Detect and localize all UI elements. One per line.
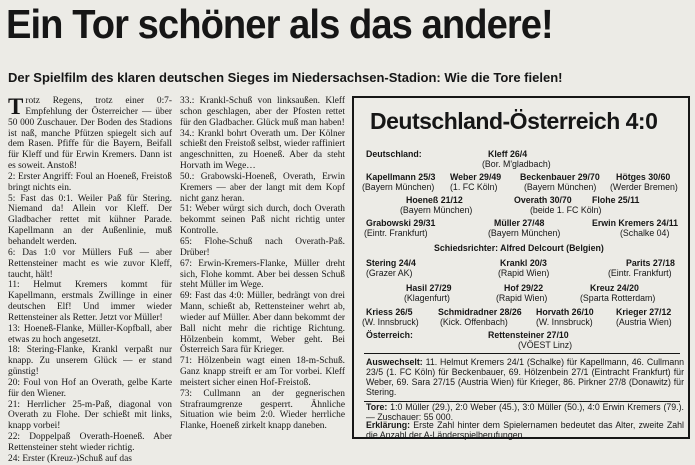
player-club: (Rapid Wien) [498,268,550,278]
player: Krankl 20/3 [500,258,547,268]
article-column-2 [180,96,345,432]
explanation-text: Erste Zahl hinter dem Spielernamen bedeutet das Alter, zweite Zahl die Anzahl der A-Länderspielberufungen. [366,420,684,440]
player: Erwin Kremers 24/11 [592,218,679,228]
substitutions [366,357,684,397]
substitutions-label: Auswechselt: [366,357,423,367]
player: Grabowski 29/31 [366,218,436,228]
player-club: (Bayern München) [524,182,597,192]
player-club: (Schalke 04) [620,228,670,238]
player: Weber 29/49 [450,172,502,182]
player: Horvath 26/10 [536,307,594,317]
match-event: 24: Erster (Kreuz-)Schuß auf das [8,453,132,464]
subheadline: Der Spielfilm des klaren deutschen Sieges im Niedersachsen-Stadion: Wie die Tore fielen! [8,70,563,85]
match-event: 20: Foul von Hof an Overath, gelbe Karte für den Wiener. [8,377,172,399]
substitutions-text: 11. Helmut Kremers 24/1 (Schalke) für Kapellmann, 46. Cullmann 23/5 (1. FC Köln) für Beckenbauer, 69. Hölzenbein 27/1 (Eintracht Frankfurt) für Weber, 69. Sara 27/15 (Austria Wien) für Krieger, 86. Pirkner 27/8 (Donawitz) für Stering. [366,357,685,397]
germany-label: Deutschland: [366,149,422,159]
lineup-box [352,96,690,439]
match-event: 11: Helmut Kremers kommt für Kapellmann, erstmals Zwillinge in einer deutschen Elf! Und immer wieder Rettensteiner als Retter. Jetzt vor Müller! [8,280,172,323]
explanation-label: Erklärung: [366,420,410,430]
match-event: 13: Hoeneß-Flanke, Müller-Kopfball, aber etwas zu hoch angesetzt. [8,323,172,345]
player-club: (Bayern München) [362,182,435,192]
match-event: 21: Herrlicher 25-m-Paß, diagonal von Overath zu Flohe. Der schießt mit links, knapp vorbei! [8,399,172,432]
intro-paragraph [8,96,172,172]
player-club: (Kick. Offenbach) [440,317,508,327]
match-event: 69: Fast das 4:0: Müller, bedrängt von drei Mann, schießt ab, Rettensteiner wehrt ab, wieder auf Müller. Aber dann bekommt der Ball nicht mehr die richtige Richtung. Hölzenbein kommt, Weber geht. Bei Österreich Sara für Krieger. [180,291,345,356]
player: Hof 29/22 [504,283,544,293]
lineup-title: Deutschland-Österreich 4:0 [370,108,658,134]
player-goalkeeper: Kleff 26/4 [488,149,528,159]
player: Stering 24/4 [366,258,416,268]
player-club: (Grazer AK) [366,268,413,278]
match-event: 34.: Krankl bohrt Overath um. Der Kölner schießt den Freistoß selbst, wieder raffiniert angeschnitten, zu Hoeneß. Aber da steht Horvath im Wege… [180,128,345,172]
player: Hasil 27/29 [406,283,452,293]
player-club: (W. Innsbruck) [362,317,419,327]
divider [364,353,680,354]
player-club: (W. Innsbruck) [536,317,593,327]
referee: Schiedsrichter: Alfred Delcourt (Belgien) [434,243,604,253]
player: Hoeneß 21/12 [406,195,463,205]
headline: Ein Tor schöner als das andere! [6,1,553,47]
player: Overath 30/70 [514,195,572,205]
match-event: 5: Fast das 0:1. Weiler Paß für Stering. Niemand da! Allein vor Kleff. Der Gladbacher rettet mit kühner Parade. Kapellmann an der Außenlinie, muß behandelt werden. [8,193,172,247]
player-club: (beide 1. FC Köln) [530,205,602,215]
goals-label: Tore: [366,402,388,412]
drop-cap: T [8,94,24,119]
match-event: 73: Cullmann an der gegnerischen Strafraumgrenze gesperrt. Ähnliche Situation wie beim 2:0. Wieder herrliche Flanke, Hoeneß zirkelt knapp daneben. [180,388,345,432]
match-event: 18: Stering-Flanke, Krankl verpaßt nur knapp. Zu unserem Glück — er stand günstig! [8,345,172,378]
match-event: 33.: Krankl-Schuß von linksaußen. Kleff schon geschlagen, aber der Pfosten rettet für den Gladbacher. Glück muß man haben! [180,96,345,128]
player-club: (1. FC Köln) [450,182,498,192]
player-club: (Klagenfurt) [404,293,450,303]
goals [366,402,684,422]
player: Beckenbauer 29/70 [520,172,600,182]
player-club: (Eintr. Frankfurt) [364,228,428,238]
player: Schmidradner 28/26 [438,307,522,317]
player-club: (Bayern München) [400,205,473,215]
austria-label: Österreich: [366,330,413,340]
match-event: 6: Das 1:0 vor Müllers Fuß — aber Rettensteiner macht es wie zuvor Kleff, taucht, hält! [8,247,172,280]
player-club: (Sparta Rotterdam) [580,293,656,303]
intro-text: rotz Regens, trotz einer 0:7-Empfehlung der Österreicher — über 50 000 Zuschauer. Der Boden des Stadions ist naß, manche Pfützen spiegelt sich auf dem Rasen. Pfiffe für die Bayern, Beifall für Kleff und für Erwin Kremers. Dann ist es soweit. Anstoß! [8,96,172,172]
player: Parits 27/18 [626,258,675,268]
player: Hötges 30/60 [616,172,671,182]
match-event: 50.: Grabowski-Hoeneß, Overath, Erwin Kremers — aber der langt mit dem Kopf nicht ganz heran. [180,171,345,204]
player: Kapellmann 25/3 [366,172,436,182]
match-event: 65: Flohe-Schuß nach Overath-Paß. Drüber! [180,236,345,258]
match-event: 51: Weber würgt sich durch, doch Overath bekommt seinen Paß nicht richtig unter Kontrolle. [180,204,345,237]
player-club: (Bor. M'gladbach) [482,159,551,169]
player-club: (Werder Bremen) [610,182,678,192]
player: Kriess 26/5 [366,307,413,317]
match-event: 71: Hölzenbein wagt einen 18-m-Schuß. Ganz knapp streift er am Tor vorbei. Kleff meistert sicher einen Hof-Freistoß. [180,356,345,388]
article-column-1 [8,96,172,465]
player: Flohe 25/11 [592,195,640,205]
explanation [366,420,684,440]
match-event: 22: Doppelpaß Overath-Hoeneß. Aber Rettensteiner steht wieder richtig. [8,432,172,453]
player: Krieger 27/12 [616,307,672,317]
player-club: (VÖEST Linz) [518,340,573,350]
player-club: (Rapid Wien) [496,293,548,303]
player: Müller 27/48 [494,218,545,228]
match-event: 67: Erwin-Kremers-Flanke, Müller dreht sich, Flohe kommt. Aber bei dessen Schuß steht Müller im Wege. [180,258,345,291]
goals-text: 1:0 Müller (29.), 2:0 Weber (45.), 3:0 Müller (50.), 4:0 Erwin Kremers (79.). — Zuschauer: 55 000. [366,402,684,422]
player-club: (Bayern München) [488,228,561,238]
player: Kreuz 24/20 [590,283,639,293]
player-club: (Austria Wien) [616,317,672,327]
player-goalkeeper: Rettensteiner 27/10 [488,330,569,340]
player-club: (Eintr. Frankfurt) [608,268,672,278]
match-event: 2: Erster Angriff: Foul an Hoeneß, Freistoß bringt nichts ein. [8,171,172,193]
